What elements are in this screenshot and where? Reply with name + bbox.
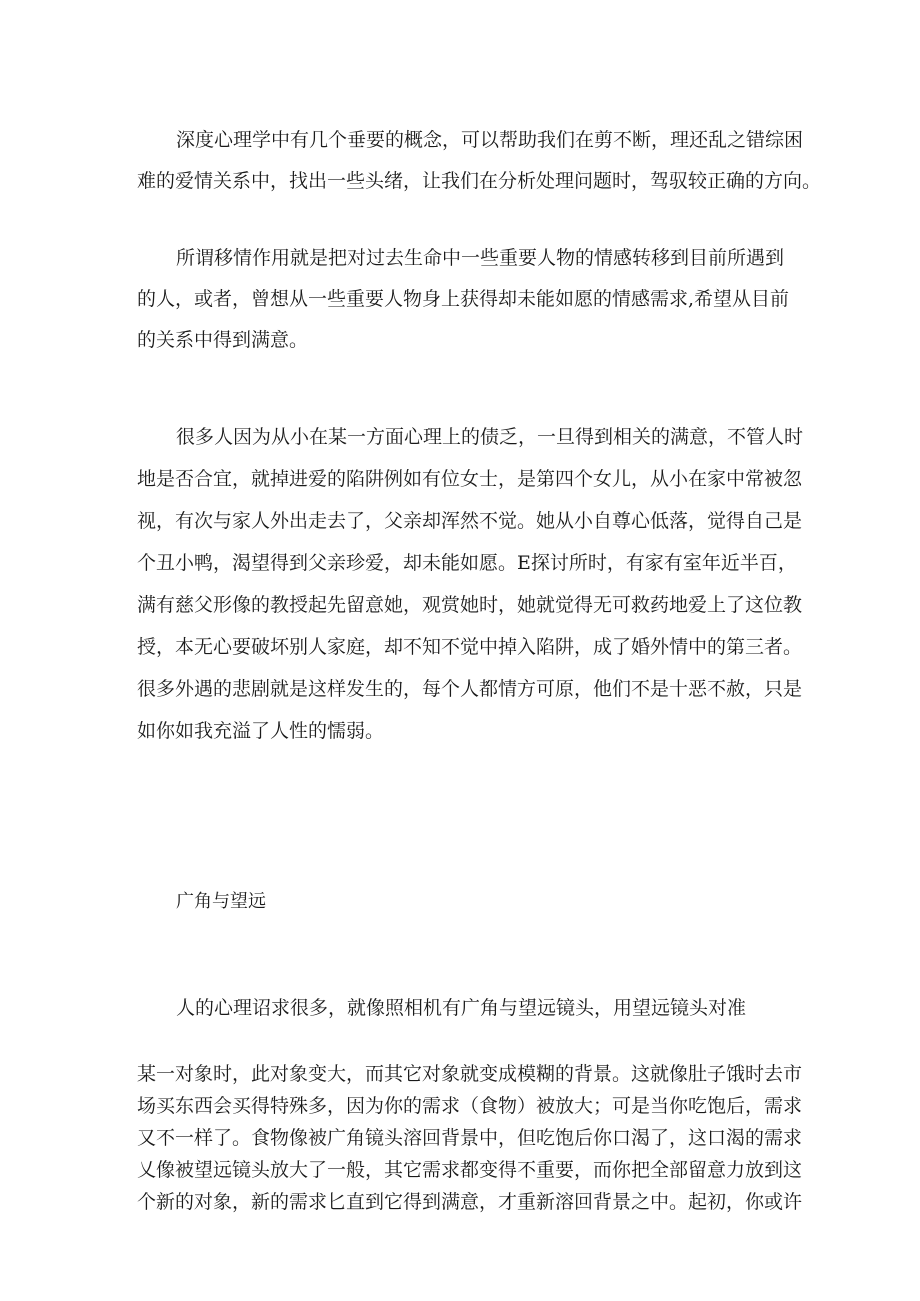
text-line: 很多人因为从小在某一方面心理上的债乏，一旦得到相关的满意，不管人时: [176, 426, 804, 448]
heading-text: 广角与望远: [176, 891, 266, 912]
paragraph-transference: [137, 238, 792, 361]
text-line: 的人，或者，曾想从一些重要人物身上获得却未能如愿的情感需求,希望从目前: [137, 288, 790, 310]
text-line: 人的心理诏求很多，就像照相机有广角与望远镜头，用望远镜头对准: [176, 997, 747, 1019]
text-line: 乂像被望远镜头放大了一般，其它需求都变得不重要，而你把全部留意力放到这: [137, 1159, 803, 1181]
paragraph-lens-intro: [137, 990, 792, 1026]
text-line: 难的爱情关系中，找出一些头绪，让我们在分析处理问题时，驾驭较正确的方向。: [137, 170, 822, 192]
paragraph-example-story: [137, 416, 804, 752]
text-line: 场买东西会买得特殊多，因为你的需求（食物）被放大；可是当你吃饱后，需求: [137, 1095, 803, 1117]
text-line: 的关系中得到满意。: [137, 329, 309, 351]
text-line: 又不一样了。食物像被广角镜头溶回背景中，但吃饱后你口渴了，这口渴的需求: [137, 1127, 803, 1149]
text-line: 地是否合宜，就掉进爱的陷阱例如有位女士，是第四个女儿，从小在家中常被忽: [137, 468, 803, 490]
text-line: 视，有次与家人外出走去了，父亲却浑然不觉。她从小自尊心低落，觉得自己是: [137, 510, 803, 532]
text-line: 个丑小鸭，渴望得到父亲珍爱，却未能如愿。E探讨所时，有家有室年近半百，: [137, 552, 797, 574]
text-line: 满有慈父形像的教授起先留意她，观赏她时，她就觉得无可救药地爱上了这位教: [137, 594, 803, 616]
text-line: 所谓移情作用就是把对过去生命中一些重要人物的情感转移到目前所遇到: [176, 247, 785, 269]
text-line: 授，本无心要破坏别人家庭，却不知不觉中掉入陷阱，成了婚外情中的第三者。: [137, 636, 803, 658]
paragraph-depth-psychology: [137, 120, 822, 202]
text-line: 某一对象时，此对象变大，而其它对象就变成模糊的背景。这就像肚子饿时去市: [137, 1063, 803, 1085]
text-line: 如你如我充溢了人性的懦弱。: [137, 720, 385, 742]
paragraph-lens-explanation: [137, 1058, 803, 1218]
section-heading: [137, 882, 792, 922]
text-line: 深度心理学中有几个垂要的概念，可以帮助我们在剪不断，理还乱之错综困: [176, 129, 804, 151]
text-line: 个新的对象，新的需求匕直到它得到满意，才重新溶回背景之中。起初，你或许: [137, 1191, 803, 1213]
text-line: 很多外遇的悲剧就是这样发生的，每个人都情方可原，他们不是十恶不赦，只是: [137, 678, 803, 700]
